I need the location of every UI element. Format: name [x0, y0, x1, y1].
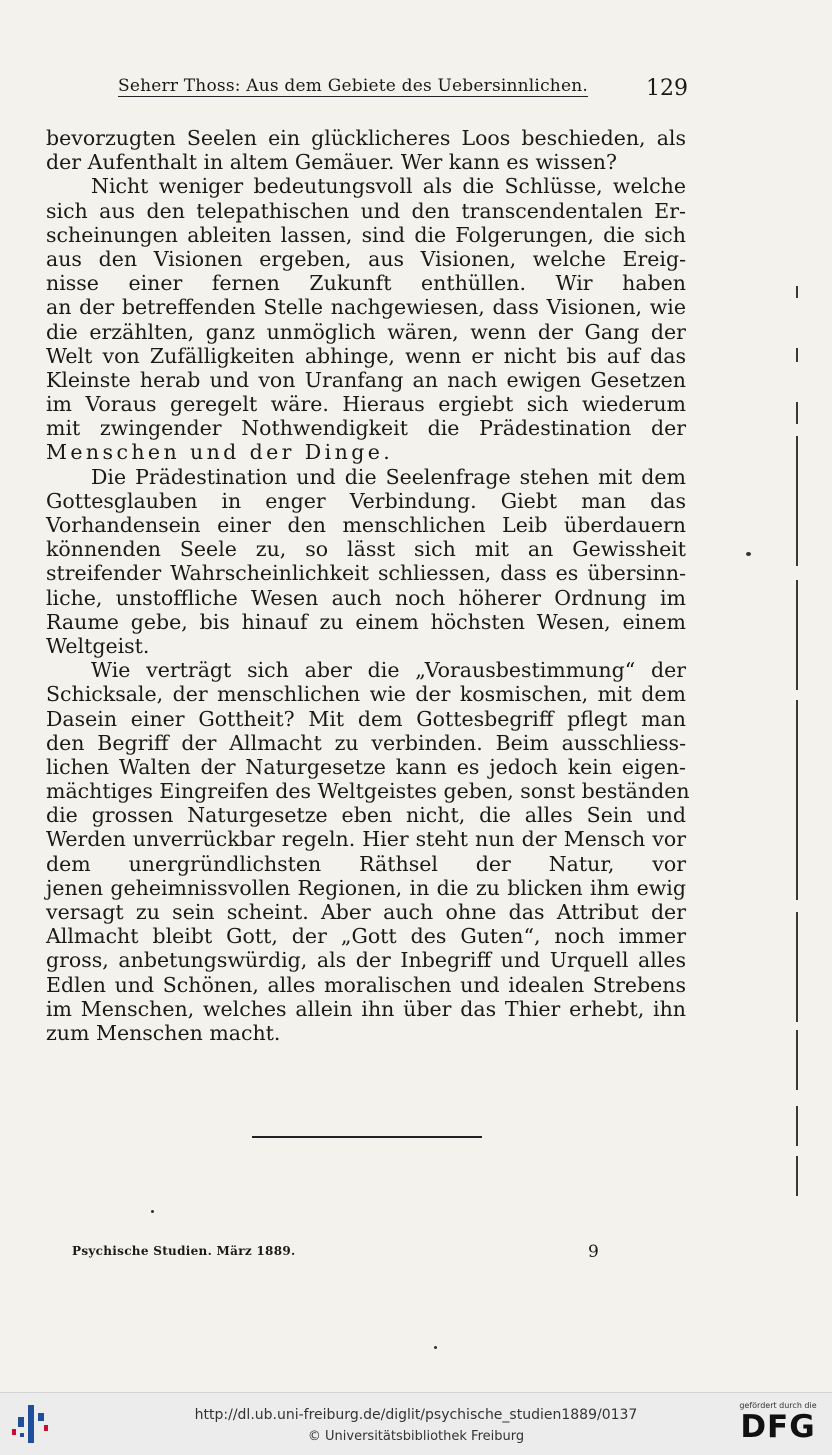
scan-speck	[746, 552, 751, 556]
text-line: gross, anbetungswürdig, als der Inbegriff und Urquell alles	[46, 948, 686, 973]
text-line: Wie verträgt sich aber die „Vorausbestimmung“ der	[91, 658, 686, 683]
margin-mark	[796, 912, 798, 1022]
running-head: Seherr Thoss: Aus dem Gebiete des Uebersinnlichen.	[118, 76, 588, 96]
copyright-text: © Universitätsbibliothek Freiburg	[307, 1429, 525, 1444]
scan-speck	[151, 1210, 154, 1213]
margin-mark	[796, 700, 798, 900]
text-line: versagt zu sein scheint. Aber auch ohne das Attribut der	[46, 900, 686, 924]
text-line: Die Prädestination und die Seelenfrage stehen mit dem	[91, 464, 686, 489]
margin-mark	[796, 348, 798, 362]
margin-mark	[796, 402, 798, 424]
margin-mark	[796, 1106, 798, 1146]
body-text	[46, 126, 690, 1045]
text-line: Gottesglauben in enger Verbindung. Giebt man das	[46, 488, 686, 513]
text-line: Dasein einer Gottheit? Mit dem Gottesbegriff pflegt man	[46, 706, 686, 731]
text-line: die erzählten, ganz unmöglich wären, wenn der Gang der	[46, 319, 686, 344]
text-line: bevorzugten Seelen ein glücklicheres Loos beschieden, als	[46, 126, 686, 150]
signature-mark: 9	[588, 1242, 599, 1262]
scan-speck	[434, 1346, 437, 1349]
text-line: dem unergründlichsten Räthsel der Natur, vor	[46, 851, 686, 876]
margin-mark	[796, 436, 798, 566]
text-line: Nicht weniger bedeutungsvoll als die Schlüsse, welche	[91, 174, 686, 199]
text-line: mit zwingender Nothwendigkeit die Prädestination der	[46, 416, 686, 441]
page-url-link[interactable]: http://dl.ub.uni-freiburg.de/diglit/psychische_studien1889/0137	[194, 1407, 638, 1423]
text-line: Welt von Zufälligkeiten abhinge, wenn er nicht bis auf das	[46, 343, 686, 368]
dfg-logo[interactable]	[730, 1401, 826, 1444]
text-line: liche, unstoffliche Wesen auch noch höherer Ordnung im	[46, 585, 686, 610]
text-line: mächtiges Eingreifen des Weltgeistes geben, sonst beständen	[46, 779, 690, 804]
margin-mark	[796, 286, 798, 298]
text-line: scheinungen ableiten lassen, sind die Folgerungen, die sich	[46, 222, 686, 247]
text-line: Schicksale, der menschlichen wie der kosmischen, mit dem	[46, 682, 686, 707]
text-line: die grossen Naturgesetze eben nicht, die alles Sein und	[46, 803, 686, 828]
text-line: streifender Wahrscheinlichkeit schliessen, dass es übersinn-	[46, 561, 686, 586]
text-line: zum Menschen macht.	[46, 1020, 281, 1045]
text-line: Raume gebe, bis hinauf zu einem höchsten Wesen, einem	[46, 609, 686, 634]
text-line: sich aus den telepathischen und den transcendentalen Er-	[46, 198, 686, 223]
text-line: aus den Visionen ergeben, aus Visionen, welche Ereig-	[46, 246, 686, 271]
text-line: den Begriff der Allmacht zu verbinden. Beim ausschliess-	[46, 730, 686, 755]
dfg-caption: gefördert durch die	[739, 1401, 817, 1410]
text-line: jenen geheimnissvollen Regionen, in die zu blicken ihm ewig	[46, 875, 686, 900]
text-line: lichen Walten der Naturgesetze kann es jedoch kein eigen-	[46, 754, 686, 779]
text-line: an der betreffenden Stelle nachgewiesen, dass Visionen, wie	[46, 295, 686, 320]
text-line: Kleinste herab und von Uranfang an nach ewigen Gesetzen	[46, 367, 686, 392]
journal-footer: Psychische Studien. März 1889.	[72, 1244, 296, 1258]
text-line: im Menschen, welches allein ihn über das Thier erhebt, ihn	[46, 996, 686, 1021]
page-number: 129	[646, 76, 688, 101]
text-line: Edlen und Schönen, alles moralischen und idealen Strebens	[46, 972, 686, 997]
text-line: könnenden Seele zu, so lässt sich mit an Gewissheit	[46, 537, 686, 562]
text-line: im Voraus geregelt wäre. Hieraus ergiebt sich wiederum	[46, 392, 686, 417]
text-line: Werden unverrückbar regeln. Hier steht nun der Mensch vor	[46, 827, 686, 852]
text-line: der Aufenthalt in altem Gemäuer. Wer kann es wissen?	[46, 150, 617, 175]
text-line: Weltgeist.	[46, 633, 150, 658]
margin-mark	[796, 1156, 798, 1196]
viewer-footer-bar	[0, 1392, 832, 1455]
text-line: Vorhandensein einer den menschlichen Leib überdauern	[46, 513, 686, 537]
margin-mark	[796, 1030, 798, 1090]
text-line: Menschen und der Dinge.	[46, 440, 394, 465]
section-end-rule	[252, 1136, 482, 1138]
margin-mark	[796, 580, 798, 690]
text-line: Allmacht bleibt Gott, der „Gott des Guten“, noch immer	[46, 924, 686, 949]
text-line: nisse einer fernen Zukunft enthüllen. Wir haben	[46, 271, 686, 296]
dfg-wordmark: DFG	[740, 1409, 816, 1445]
